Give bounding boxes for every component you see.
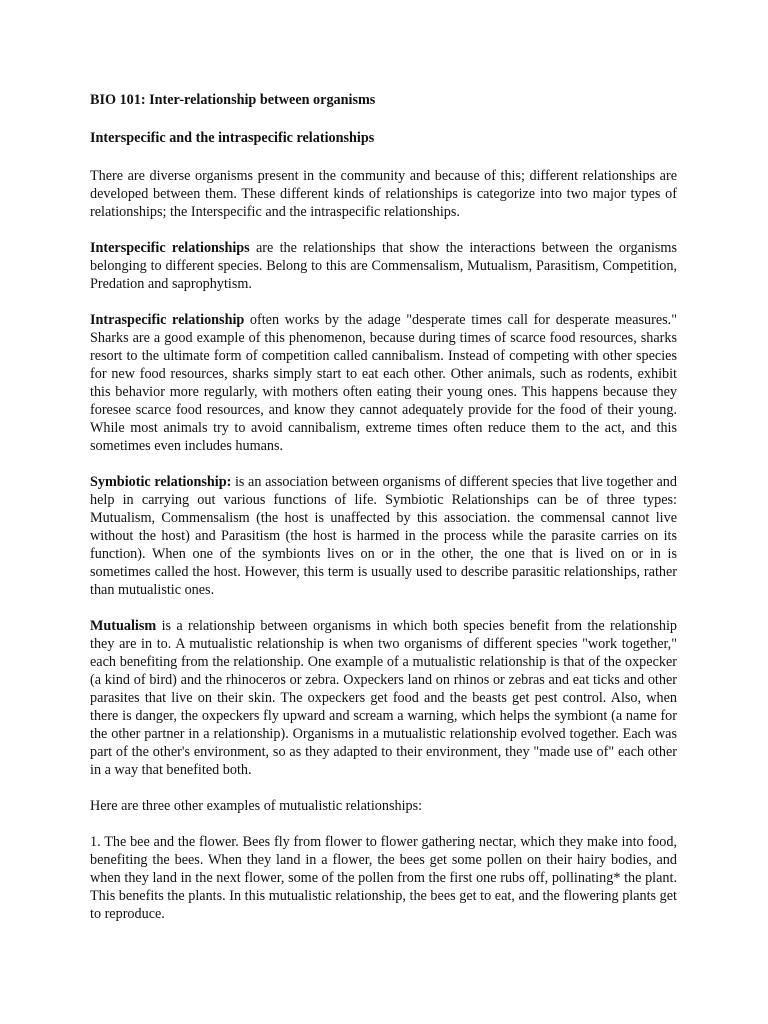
document-subtitle: Interspecific and the intraspecific relationships [90, 130, 375, 146]
symbiotic-term: Symbiotic relationship: [90, 474, 232, 490]
mutualism-term: Mutualism [90, 618, 157, 634]
intraspecific-term: Intraspecific relationship [90, 312, 245, 328]
interspecific-term: Interspecific relationships [90, 240, 250, 256]
mutualism-paragraph [90, 617, 677, 779]
document-page [90, 91, 677, 941]
mutualism-text: is a relationship between organisms in which both species benefit from the relationship they are in to. A mutualistic relationship is when two organisms of different species "work together," each benefiting from the relationship. One example of a mutualistic relationship is that of the oxpecker (a kind of bird) and the rhinoceros or zebra. Oxpeckers land on rhinos or zebras and eat ticks and other parasites that live on their skin. The oxpeckers get food and the beasts get pest control. Also, when there is danger, the oxpeckers fly upward and scream a warning, which helps the symbiont (a name for the other partner in a relationship). Organisms in a mutualistic relationship evolved together. Each was part of the other's environment, so as they adapted to their environment, they "made use of" each other in a way that benefited both. [90, 618, 677, 778]
symbiotic-text: is an association between organisms of different species that live together and help in carrying out various functions of life. Symbiotic Relationships can be of three types: Mutualism, Commensalism (the host is unaffected by this association. the commensal cannot live without the host) and Parasitism (the host is harmed in the process while the parasite carries on its function). When one of the symbionts lives on or in the other, the one that is lived on or in is sometimes called the host. However, this term is usually used to describe parasitic relationships, rather than mutualistic ones. [90, 474, 677, 598]
symbiotic-paragraph [90, 473, 677, 599]
interspecific-paragraph [90, 239, 677, 293]
document-title: BIO 101: Inter-relationship between organisms [90, 92, 376, 108]
interspecific-text: are the relationships that show the interactions between the organisms belonging to different species. Belong to this are Commensalism, Mutualism, Parasitism, Competition, Predation and saprophytism. [90, 240, 677, 292]
examples-intro: Here are three other examples of mutualistic relationships: [90, 798, 423, 814]
intraspecific-text: often works by the adage "desperate times call for desperate measures." Sharks are a good example of this phenomenon, because during times of scarce food resources, sharks resort to the ultimate form of competition called cannibalism. Instead of competing with other species for new food resources, sharks simply start to eat each other. Other animals, such as rodents, exhibit this behavior more regularly, with mothers often eating their young ones. This happens because they foresee scarce food resources, and know they cannot adequately provide for the food of their young. While most animals try to avoid cannibalism, extreme times often reduce them to the act, and this sometimes even includes humans. [90, 312, 677, 454]
example-1-paragraph: 1. The bee and the flower. Bees fly from flower to flower gathering nectar, which they make into food, benefiting the bees. When they land in a flower, the bees get some pollen on their hairy bodies, and when they land in the next flower, some of the pollen from the first one rubs off, pollinating* the plant. This benefits the plants. In this mutualistic relationship, the bees get to eat, and the flowering plants get to reproduce. [90, 834, 677, 922]
intraspecific-paragraph [90, 311, 677, 455]
intro-paragraph: There are diverse organisms present in the community and because of this; different relationships are developed between them. These different kinds of relationships is categorize into two major types of relationships; the Interspecific and the intraspecific relationships. [90, 168, 677, 220]
